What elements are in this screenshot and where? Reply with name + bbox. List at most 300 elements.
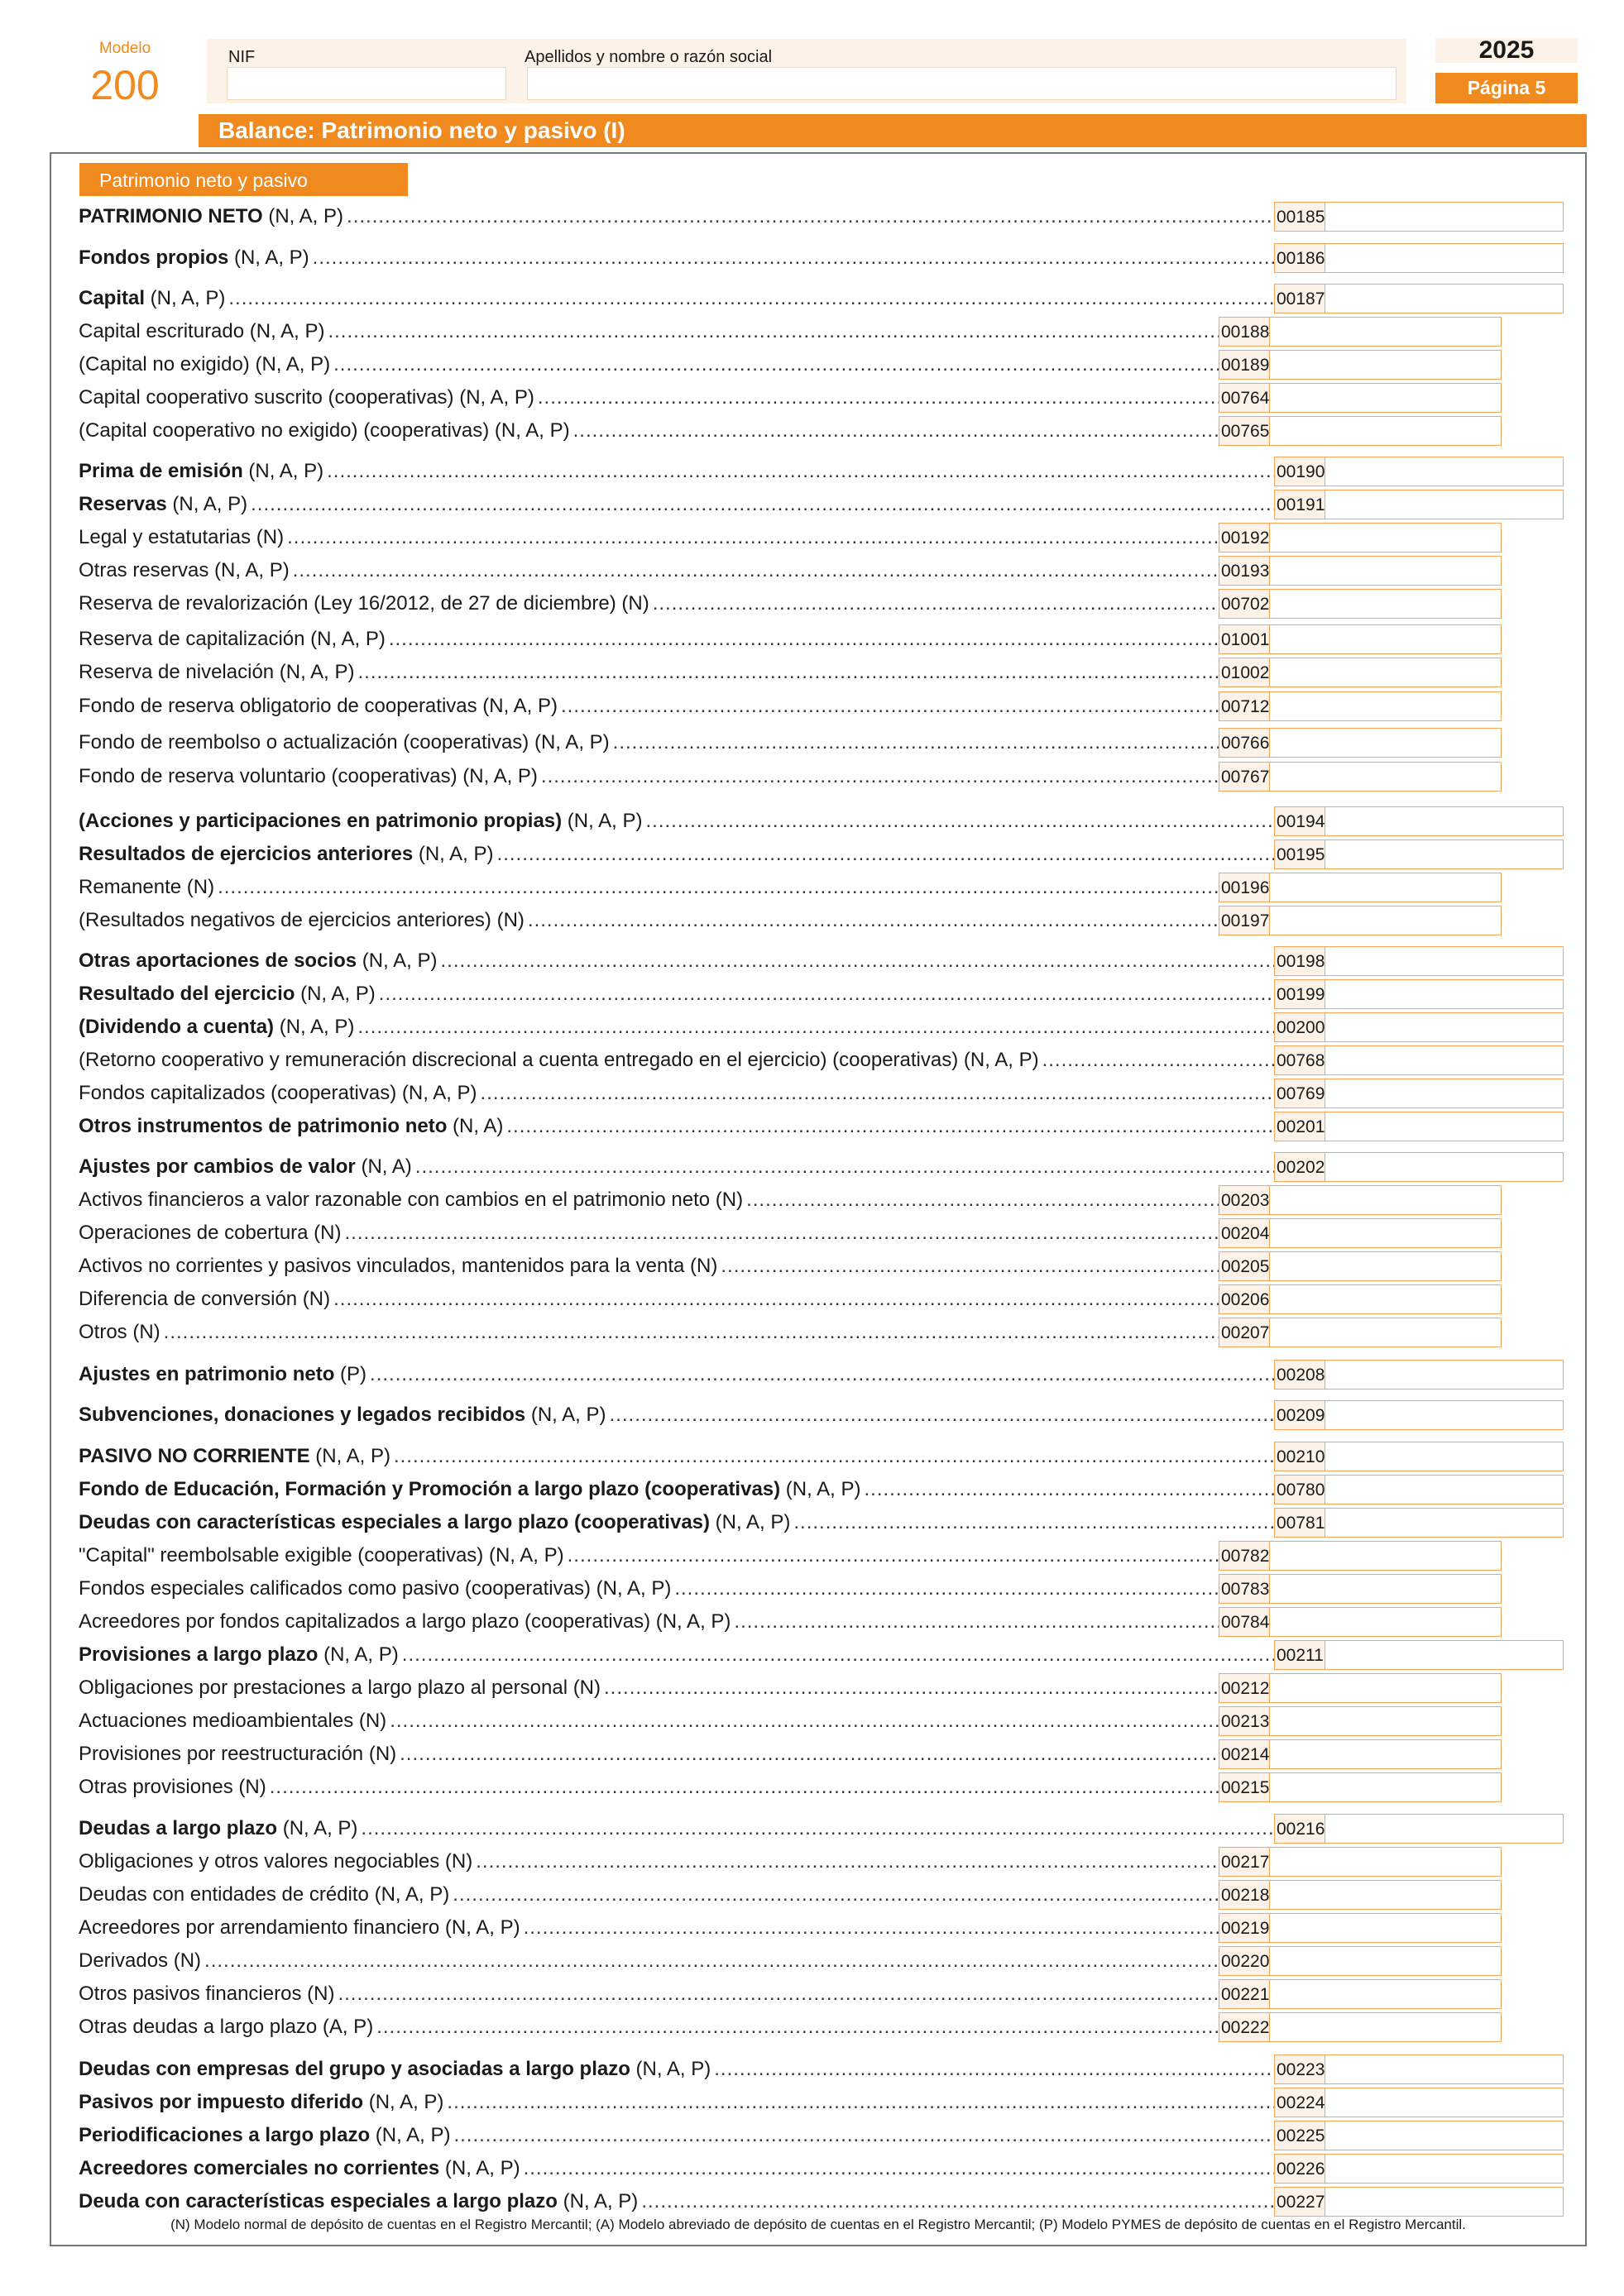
row-label [79, 1445, 390, 1468]
box-code: 00196 [1219, 873, 1270, 902]
row-label [79, 320, 324, 343]
form-row [79, 1012, 1564, 1042]
form-row [79, 490, 1564, 519]
amount-field[interactable] [1270, 383, 1502, 413]
amount-field[interactable] [1325, 1012, 1564, 1042]
leader-dots [323, 460, 1274, 483]
row-label [79, 205, 343, 228]
amount-field[interactable] [1325, 1400, 1564, 1430]
row-label [79, 493, 247, 516]
row-label [79, 1743, 396, 1766]
leader-dots [366, 1363, 1274, 1386]
leader-dots [396, 1743, 1219, 1766]
form-row [79, 1640, 1564, 1670]
leader-dots [564, 1544, 1219, 1567]
amount-field[interactable] [1270, 1218, 1502, 1248]
box-code: 00227 [1274, 2187, 1325, 2217]
form-row [79, 243, 1564, 273]
box-code: 00201 [1274, 1112, 1325, 1141]
row-label [79, 419, 570, 442]
leader-dots [324, 320, 1219, 343]
form-row [79, 1218, 1502, 1248]
form-row [79, 1079, 1564, 1108]
form-row [79, 1152, 1564, 1182]
leader-dots [525, 909, 1219, 932]
form-row [79, 1400, 1564, 1430]
row-label [79, 1949, 201, 1973]
box-code: 00208 [1274, 1360, 1325, 1390]
amount-field[interactable] [1270, 691, 1502, 721]
leader-dots [247, 493, 1274, 516]
row-label [79, 843, 494, 866]
box-code: 00215 [1219, 1772, 1270, 1802]
form-row [79, 1847, 1502, 1877]
box-code: 00210 [1274, 1442, 1325, 1471]
box-code: 00702 [1219, 589, 1270, 619]
leader-dots [354, 661, 1219, 684]
row-label [79, 1511, 790, 1534]
amount-field[interactable] [1325, 1475, 1564, 1504]
box-code: 00225 [1274, 2121, 1325, 2150]
amount-field[interactable] [1325, 1360, 1564, 1390]
box-code: 00187 [1274, 284, 1325, 313]
form-row [79, 202, 1564, 232]
box-code: 00195 [1274, 839, 1325, 869]
row-label-bold: Periodificaciones a largo plazo [79, 2124, 371, 2146]
box-code: 00214 [1219, 1739, 1270, 1769]
amount-field[interactable] [1325, 839, 1564, 869]
leader-dots [343, 205, 1274, 228]
row-label-bold: Ajustes por cambios de valor [79, 1155, 356, 1178]
box-code: 00782 [1219, 1541, 1270, 1571]
row-label-text: (Capital no exigido) (N, A, P) [79, 353, 331, 375]
row-label [79, 1189, 743, 1212]
leader-dots [214, 876, 1219, 899]
row-label-bold: Resultados de ejercicios anteriores [79, 843, 414, 865]
row-label [79, 1983, 334, 2006]
leader-dots [443, 2091, 1274, 2114]
amount-field[interactable] [1270, 624, 1502, 654]
leader-dots [437, 949, 1274, 973]
form-row [79, 416, 1502, 446]
amount-field[interactable] [1325, 946, 1564, 976]
row-label-text: Fondo de reembolso o actualización (cooperativas) (N, A, P) [79, 731, 610, 753]
leader-dots [520, 2157, 1274, 2180]
box-code: 00186 [1274, 243, 1325, 273]
row-label [79, 2190, 638, 2213]
amount-field[interactable] [1325, 2054, 1564, 2084]
row-label-bold: Deudas con características especiales a largo plazo (cooperativas) [79, 1511, 711, 1533]
form-row [79, 2088, 1564, 2117]
row-label-bold: PATRIMONIO NETO [79, 205, 263, 227]
row-label [79, 876, 214, 899]
box-code: 00767 [1219, 762, 1270, 792]
box-code: 00194 [1274, 806, 1325, 836]
name-field[interactable] [527, 67, 1396, 100]
amount-field[interactable] [1325, 2187, 1564, 2217]
form-row [79, 1318, 1502, 1347]
form-row [79, 1673, 1502, 1703]
box-code: 00197 [1219, 906, 1270, 935]
amount-field[interactable] [1325, 1442, 1564, 1471]
row-label-text: (N, A, P) [370, 2124, 451, 2146]
row-label-text: Otras provisiones (N) [79, 1776, 266, 1798]
leader-dots [290, 559, 1219, 582]
amount-field[interactable] [1270, 906, 1502, 935]
amount-field[interactable] [1325, 1640, 1564, 1670]
form-row [79, 523, 1502, 552]
amount-field[interactable] [1270, 1607, 1502, 1637]
amount-field[interactable] [1270, 1739, 1502, 1769]
box-code: 00202 [1274, 1152, 1325, 1182]
box-code: 00780 [1274, 1475, 1325, 1504]
form-row [79, 1185, 1502, 1215]
leader-dots [790, 1511, 1274, 1534]
amount-field[interactable] [1270, 1673, 1502, 1703]
form-row [79, 624, 1502, 654]
amount-field[interactable] [1270, 728, 1502, 758]
row-label [79, 353, 330, 376]
nif-field[interactable] [227, 67, 506, 100]
row-label-text: Fondo de reserva obligatorio de cooperativas (N, A, P) [79, 695, 558, 717]
leader-dots [449, 1883, 1219, 1906]
leader-dots [649, 592, 1219, 615]
form-row [79, 806, 1564, 836]
amount-field[interactable] [1270, 1541, 1502, 1571]
box-code: 00198 [1274, 946, 1325, 976]
amount-field[interactable] [1325, 284, 1564, 313]
box-code: 00189 [1219, 350, 1270, 380]
amount-field[interactable] [1325, 202, 1564, 232]
row-label [79, 1850, 472, 1873]
amount-field[interactable] [1325, 2121, 1564, 2150]
amount-field[interactable] [1325, 1508, 1564, 1538]
row-label [79, 2016, 373, 2039]
form-row [79, 589, 1502, 619]
box-code: 00712 [1219, 691, 1270, 721]
box-code: 00217 [1219, 1847, 1270, 1877]
box-code: 00768 [1274, 1045, 1325, 1075]
form-row [79, 284, 1564, 313]
amount-field[interactable] [1270, 416, 1502, 446]
box-code: 00221 [1219, 1979, 1270, 2009]
leader-dots [717, 1255, 1219, 1278]
box-code: 00192 [1219, 523, 1270, 552]
row-label-text: (N, A, P) [145, 287, 226, 309]
box-code: 00190 [1274, 457, 1325, 486]
name-label: Apellidos y nombre o razón social [525, 48, 773, 66]
leader-dots [330, 1288, 1219, 1311]
leader-dots [671, 1577, 1219, 1600]
amount-field[interactable] [1270, 1847, 1502, 1877]
row-label [79, 1082, 477, 1105]
amount-field[interactable] [1270, 1284, 1502, 1314]
row-label [79, 695, 558, 718]
amount-field[interactable] [1325, 457, 1564, 486]
amount-field[interactable] [1270, 523, 1502, 552]
form-row [79, 556, 1502, 586]
amount-field[interactable] [1270, 658, 1502, 687]
row-label-text: Otras reservas (N, A, P) [79, 559, 290, 581]
form-row [79, 946, 1564, 976]
amount-field[interactable] [1270, 589, 1502, 619]
leader-dots [341, 1222, 1219, 1245]
amount-field[interactable] [1270, 873, 1502, 902]
amount-field[interactable] [1325, 2154, 1564, 2184]
leader-dots [354, 1016, 1274, 1039]
row-label-text: Reserva de capitalización (N, A, P) [79, 628, 386, 650]
row-label-text: Activos no corrientes y pasivos vinculados, mantenidos para la venta (N) [79, 1255, 718, 1277]
form-row [79, 1880, 1502, 1910]
row-label [79, 983, 376, 1006]
row-label [79, 661, 354, 684]
row-label [79, 810, 643, 833]
box-code: 00188 [1219, 317, 1270, 347]
amount-field[interactable] [1325, 1152, 1564, 1182]
leader-dots [399, 1643, 1274, 1667]
nif-label: NIF [228, 48, 256, 66]
row-label-bold: Resultado del ejercicio [79, 983, 295, 1005]
row-label-text: (N, A, P) [318, 1643, 399, 1666]
form-row [79, 1112, 1564, 1141]
leader-dots [558, 695, 1219, 718]
row-label-text: (N, A, P) [357, 949, 438, 972]
row-label [79, 287, 225, 310]
row-label-bold: Deudas con empresas del grupo y asociadas a largo plazo [79, 2058, 630, 2080]
leader-dots [503, 1115, 1274, 1138]
form-row [79, 1475, 1564, 1504]
row-label-text: (N, A) [355, 1155, 412, 1178]
row-label [79, 1776, 266, 1799]
amount-field[interactable] [1270, 317, 1502, 347]
amount-field[interactable] [1270, 1772, 1502, 1802]
row-label-text: (N, A, P) [525, 1404, 606, 1426]
box-code: 00193 [1219, 556, 1270, 586]
row-label-text: (N, A, P) [363, 2091, 444, 2113]
form-row [79, 1360, 1564, 1390]
amount-field[interactable] [1325, 2088, 1564, 2117]
amount-field[interactable] [1325, 243, 1564, 273]
row-label-text: (N, A, P) [557, 2190, 639, 2212]
row-label-text: Diferencia de conversión (N) [79, 1288, 331, 1310]
row-label-text: Deudas con entidades de crédito (N, A, P) [79, 1883, 450, 1906]
box-code: 00220 [1219, 1946, 1270, 1976]
leader-dots [711, 2058, 1274, 2081]
row-label-text: (N, A, P) [439, 2157, 520, 2179]
row-label [79, 1643, 399, 1667]
modelo-number: 200 [90, 62, 160, 108]
leader-dots [606, 1404, 1274, 1427]
row-label [79, 1610, 731, 1634]
row-label-bold: Pasivos por impuesto diferido [79, 2091, 364, 2113]
amount-field[interactable] [1270, 1318, 1502, 1347]
form-row [79, 658, 1502, 687]
row-label-text: Acreedores por fondos capitalizados a largo plazo (cooperativas) (N, A, P) [79, 1610, 731, 1633]
row-label-text: (N, A, P) [262, 205, 344, 227]
leader-dots [472, 1850, 1219, 1873]
row-label [79, 628, 386, 651]
form-row [79, 1045, 1564, 1075]
row-label [79, 1049, 1039, 1072]
amount-field[interactable] [1270, 1979, 1502, 2009]
row-label-bold: Acreedores comerciales no corrientes [79, 2157, 440, 2179]
form-row [79, 728, 1502, 758]
row-label-text: Operaciones de cobertura (N) [79, 1222, 342, 1244]
leader-dots [477, 1082, 1274, 1105]
form-row [79, 1541, 1502, 1571]
leader-dots [1039, 1049, 1274, 1072]
row-label [79, 526, 284, 549]
form-row [79, 906, 1502, 935]
row-label-bold: Provisiones a largo plazo [79, 1643, 319, 1666]
amount-field[interactable] [1325, 1045, 1564, 1075]
box-code: 00224 [1274, 2088, 1325, 2117]
row-label-text: Otras deudas a largo plazo (A, P) [79, 2016, 374, 2038]
form-row [79, 383, 1502, 413]
form-row [79, 1814, 1564, 1844]
row-label-text: (N, A, P) [274, 1016, 355, 1038]
box-code: 00216 [1274, 1814, 1325, 1844]
row-label-text: (N, A, P) [562, 810, 643, 832]
amount-field[interactable] [1270, 1706, 1502, 1736]
row-label [79, 1115, 503, 1138]
leader-dots [373, 2016, 1219, 2039]
row-label-text: (N, A, P) [413, 843, 494, 865]
form-row [79, 1979, 1502, 2009]
form-row [79, 1706, 1502, 1736]
leader-dots [386, 1710, 1219, 1733]
row-label-bold: (Dividendo a cuenta) [79, 1016, 275, 1038]
form-row [79, 979, 1564, 1009]
row-label-text: (N, A) [447, 1115, 504, 1137]
amount-field[interactable] [1325, 806, 1564, 836]
row-label-text: (N, A, P) [710, 1511, 791, 1533]
section-label: Patrimonio neto y pasivo [79, 163, 408, 196]
box-code: 00205 [1219, 1251, 1270, 1281]
leader-dots [861, 1478, 1275, 1501]
form-row [79, 839, 1564, 869]
row-label-text: Otros (N) [79, 1321, 160, 1343]
amount-field[interactable] [1270, 1574, 1502, 1604]
box-code: 00199 [1274, 979, 1325, 1009]
page-title: Balance: Patrimonio neto y pasivo (I) [199, 114, 1587, 147]
box-code: 00219 [1219, 1913, 1270, 1943]
row-label [79, 559, 290, 582]
year-badge: 2025 [1435, 38, 1578, 63]
amount-field[interactable] [1270, 556, 1502, 586]
amount-field[interactable] [1270, 1913, 1502, 1943]
amount-field[interactable] [1270, 1880, 1502, 1910]
row-label-text: (Resultados negativos de ejercicios anteriores) (N) [79, 909, 525, 931]
box-code: 00784 [1219, 1607, 1270, 1637]
row-label-text: Obligaciones y otros valores negociables (N) [79, 1850, 473, 1873]
footnote: (N) Modelo normal de depósito de cuentas en el Registro Mercantil; (A) Modelo abreviado de depósito de cuentas en el Registro Mercantil; (P) Modelo PYMES de depósito de cuentas en el Registro Mercantil. [170, 2217, 1466, 2232]
form-row [79, 873, 1502, 902]
box-code: 00209 [1274, 1400, 1325, 1430]
amount-field[interactable] [1270, 762, 1502, 792]
row-label-text: (N, A, P) [309, 1445, 390, 1467]
row-label-bold: Deudas a largo plazo [79, 1817, 278, 1839]
row-label [79, 1404, 606, 1427]
row-label [79, 731, 610, 754]
amount-field[interactable] [1325, 979, 1564, 1009]
amount-field[interactable] [1270, 1946, 1502, 1976]
row-label-text: (N, A, P) [630, 2058, 711, 2080]
row-label-bold: Subvenciones, donaciones y legados recibidos [79, 1404, 526, 1426]
form-row [79, 2054, 1564, 2084]
row-label [79, 2058, 711, 2081]
amount-field[interactable] [1325, 490, 1564, 519]
amount-field[interactable] [1270, 1251, 1502, 1281]
row-label-bold: Fondo de Educación, Formación y Promoción a largo plazo (cooperativas) [79, 1478, 781, 1500]
leader-dots [412, 1155, 1274, 1179]
row-label-text: Remanente (N) [79, 876, 215, 898]
row-label [79, 460, 323, 483]
row-label-bold: (Acciones y participaciones en patrimonio propias) [79, 810, 563, 832]
leader-dots [494, 843, 1274, 866]
row-label [79, 1677, 601, 1700]
row-label-text: Derivados (N) [79, 1949, 202, 1972]
row-label [79, 592, 649, 615]
row-label-text: Actuaciones medioambientales (N) [79, 1710, 387, 1732]
box-code: 00781 [1274, 1508, 1325, 1538]
row-label [79, 246, 309, 270]
amount-field[interactable] [1325, 1079, 1564, 1108]
form-row [79, 1946, 1502, 1976]
row-label-text: Legal y estatutarias (N) [79, 526, 285, 548]
form-row [79, 1442, 1564, 1471]
box-code: 00218 [1219, 1880, 1270, 1910]
row-label-text: (N, A, P) [228, 246, 309, 269]
amount-field[interactable] [1270, 350, 1502, 380]
amount-field[interactable] [1325, 1814, 1564, 1844]
box-code: 00200 [1274, 1012, 1325, 1042]
amount-field[interactable] [1325, 1112, 1564, 1141]
row-label-bold: Otras aportaciones de socios [79, 949, 357, 972]
row-label-text: (N, A, P) [166, 493, 248, 515]
amount-field[interactable] [1270, 1185, 1502, 1215]
leader-dots [520, 1916, 1219, 1940]
leader-dots [450, 2124, 1274, 2147]
leader-dots [330, 353, 1219, 376]
leader-dots [334, 1983, 1219, 2006]
form-row [79, 1574, 1502, 1604]
row-label [79, 1016, 354, 1039]
form-row [79, 1508, 1564, 1538]
row-label [79, 1478, 861, 1501]
row-label [79, 1222, 341, 1245]
row-label-text: Fondo de reserva voluntario (cooperativas) (N, A, P) [79, 765, 538, 787]
box-code: 00765 [1219, 416, 1270, 446]
box-code: 00769 [1274, 1079, 1325, 1108]
modelo-label: Modelo [98, 40, 151, 57]
row-label-text: Provisiones por reestructuración (N) [79, 1743, 397, 1765]
leader-dots [643, 810, 1275, 833]
box-code: 00213 [1219, 1706, 1270, 1736]
box-code: 01001 [1219, 624, 1270, 654]
row-label-text: Capital cooperativo suscrito (cooperativas) (N, A, P) [79, 386, 534, 409]
row-label [79, 1817, 357, 1840]
form-row [79, 457, 1564, 486]
row-label [79, 1155, 412, 1179]
box-code: 01002 [1219, 658, 1270, 687]
leader-dots [284, 526, 1219, 549]
box-code: 00207 [1219, 1318, 1270, 1347]
amount-field[interactable] [1270, 2012, 1502, 2042]
row-label-text: (Capital cooperativo no exigido) (cooperativas) (N, A, P) [79, 419, 570, 442]
row-label-text: "Capital" reembolsable exigible (cooperativas) (N, A, P) [79, 1544, 564, 1567]
box-code: 00212 [1219, 1673, 1270, 1703]
